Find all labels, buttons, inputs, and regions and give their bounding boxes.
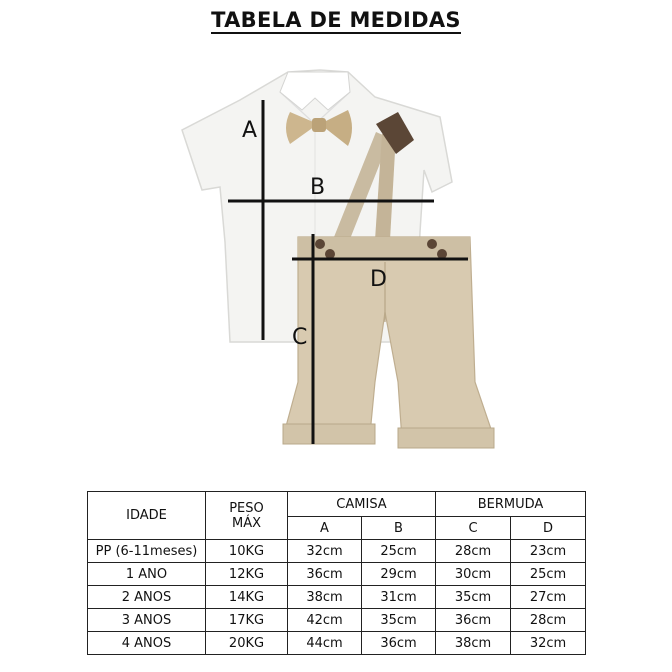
cell-d: 28cm — [511, 609, 586, 632]
cell-d: 23cm — [511, 540, 586, 563]
subheader-d: D — [511, 517, 586, 540]
cell-idade: PP (6-11meses) — [88, 540, 206, 563]
page-title: TABELA DE MEDIDAS — [211, 8, 461, 32]
cell-c: 28cm — [436, 540, 511, 563]
subheader-c: C — [436, 517, 511, 540]
cell-a: 36cm — [288, 563, 362, 586]
cell-b: 36cm — [362, 632, 436, 655]
cell-peso: 12KG — [206, 563, 288, 586]
cell-peso: 20KG — [206, 632, 288, 655]
header-idade: IDADE — [88, 492, 206, 540]
subheader-b: B — [362, 517, 436, 540]
table-row — [88, 540, 586, 563]
cell-idade: 3 ANOS — [88, 609, 206, 632]
cell-c: 38cm — [436, 632, 511, 655]
cell-d: 32cm — [511, 632, 586, 655]
header-peso: PESO MÁX — [206, 492, 288, 540]
cell-idade: 2 ANOS — [88, 586, 206, 609]
cell-d: 27cm — [511, 586, 586, 609]
cell-a: 32cm — [288, 540, 362, 563]
cell-peso: 14KG — [206, 586, 288, 609]
cell-a: 44cm — [288, 632, 362, 655]
label-d: D — [370, 267, 387, 292]
table-row — [88, 609, 586, 632]
subheader-a: A — [288, 517, 362, 540]
measurements-table — [87, 491, 586, 655]
label-b: B — [310, 175, 326, 200]
label-a: A — [242, 118, 258, 143]
cell-peso: 17KG — [206, 609, 288, 632]
table-row — [88, 563, 586, 586]
cell-d: 25cm — [511, 563, 586, 586]
table-row — [88, 586, 586, 609]
cell-c: 36cm — [436, 609, 511, 632]
cell-c: 30cm — [436, 563, 511, 586]
cell-peso: 10KG — [206, 540, 288, 563]
cell-a: 38cm — [288, 586, 362, 609]
cell-idade: 4 ANOS — [88, 632, 206, 655]
cell-a: 42cm — [288, 609, 362, 632]
label-c: C — [292, 325, 308, 350]
header-bermuda: BERMUDA — [436, 492, 586, 517]
cell-b: 35cm — [362, 609, 436, 632]
cell-b: 29cm — [362, 563, 436, 586]
cell-b: 31cm — [362, 586, 436, 609]
header-camisa: CAMISA — [288, 492, 436, 517]
outfit-illustration — [170, 62, 510, 462]
cell-c: 35cm — [436, 586, 511, 609]
table-row — [88, 632, 586, 655]
cell-b: 25cm — [362, 540, 436, 563]
cell-idade: 1 ANO — [88, 563, 206, 586]
